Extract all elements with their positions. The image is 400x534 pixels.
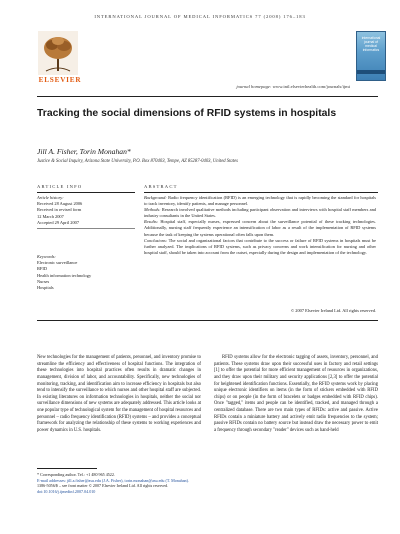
history-received: Received 28 August 2006	[37, 201, 83, 207]
keyword-item: Health information technology	[37, 272, 92, 278]
abstract-copyright: © 2007 Elsevier Ireland Ltd. All rights reserved.	[290, 308, 376, 313]
article-authors: Jill A. Fisher, Torin Monahan*	[37, 147, 131, 156]
footnotes	[37, 472, 277, 494]
body-right-column: RFID systems allow for the electronic tagging of assets, inventory, personnel, and patients. These systems draw upon their successful uses in factory and retail settings [1] to offer the potential for more efficient management of resources in organizations, and they draw upon their military and security applications [2,3] to offer the potential for heightened identification functions. Essentially, the RFID systems work by placing unique electronic identifiers on items (in the form of stickers embedded with RFID chips) or on people (in the form of bracelets or badges embedded with RFID chips). Once "tagged," items and people can be identified, tracked, and managed through a centralized database. There are two main types of RFIDs: active and passive. Active RFIDs contain a miniature battery and actively emit radio frequencies to the system; passive RFIDs contain no battery source but instead draw the necessary power to emit a frequency through secondary "reader" devices such as hand-held	[214, 355, 378, 433]
journal-homepage	[114, 84, 350, 89]
conclusions-text: The social and organizational factors that contribute to the success or failure of RFID systems in hospitals must be further analyzed. The implications of RFID systems, such as privacy concerns and work intensification for nursing and other hospital staff, should be taken into account from the outset, especially during the design and implementation of the technology.	[144, 237, 376, 255]
results-label: Results:	[144, 219, 159, 225]
keyword-item: Electronic surveillance	[37, 260, 78, 266]
keywords-label: Keywords:	[37, 254, 56, 259]
keyword-item: Hospitals	[37, 285, 54, 291]
author-affiliation: Justice & Social Inquiry, Arizona State University, P.O. Box 870403, Tempe, AZ 85287-0403, United States	[37, 159, 238, 164]
history-accepted: Accepted 29 April 2007	[37, 219, 80, 225]
article-history	[37, 195, 137, 226]
abstract-rule	[144, 192, 378, 193]
background-text: Radio frequency identification (RFID) is an emerging technology that is rapidly becoming the standard for hospitals to track inventory, identify patients, and manage personnel.	[144, 195, 377, 207]
publisher-name: ELSEVIER	[38, 76, 82, 84]
abstract-conclusions	[144, 238, 376, 256]
abstract-bottom-rule	[37, 320, 378, 321]
history-revised-date: 12 March 2007	[37, 213, 64, 219]
footnote-corresponding: * Corresponding author. Tel.: +1 480 965 4522.	[37, 472, 115, 477]
keyword-item: Nurses	[37, 278, 50, 284]
article-title: Tracking the social dimensions of RFID systems in hospitals	[37, 108, 337, 119]
history-revised: Received in revised form	[37, 207, 82, 213]
cover-title: international journal of medical informatics	[361, 36, 381, 53]
article-info-heading: ARTICLE INFO	[37, 184, 83, 189]
homepage-prefix: journal homepage:	[236, 84, 272, 89]
methods-label: Methods:	[144, 207, 161, 213]
abstract-heading: ABSTRACT	[144, 184, 178, 189]
abstract-methods	[144, 207, 376, 219]
footnote-issn: 1386-5056/$ – see front matter © 2007 Elsevier Ireland Ltd. All rights reserved.	[37, 483, 169, 489]
footnote-doi[interactable]: doi:10.1016/j.ijmedinf.2007.04.010	[37, 488, 96, 494]
results-text: Hospital staff, especially nurses, expressed concern about the surveillance potential of these tracking technologies. Additionally, nursing staff frequently experience an intensification of labor as a result of the implementation of RFID systems because the task of keeping the systems operational often falls upon them.	[144, 219, 376, 237]
masthead-rule	[37, 96, 378, 97]
keyword-item: RFID	[37, 266, 48, 272]
elsevier-tree-logo	[38, 31, 78, 75]
article-info-rule	[37, 192, 135, 193]
conclusions-label: Conclusions:	[144, 237, 168, 243]
journal-cover-thumbnail	[356, 31, 386, 81]
abstract-background	[144, 195, 376, 207]
abstract-body	[144, 195, 376, 256]
history-label: Article history:	[37, 195, 64, 200]
body-left-column: New technologies for the management of patients, personnel, and inventory promise to streamline the efficiency and effectiveness of hospital functions. The integration of these technologies into hospital practices often results in dramatic changes in management, division of labor, and accountability. Specifically, new technologies of monitoring, tracking, and identification aim to increase efficiency in hospitals but also tend to intensify the surveillance to which nurses and other hospital staff are subjected. In existing literatures on information technologies in hospitals, neither the social nor surveillance dimensions of new systems are adequately addressed. This article looks at one popular type of technological system for the management of hospital resources and personnel – radio frequency identification (RFID) systems – and provides a conceptual framework for analyzing the relationship of these systems to working experiences and power dynamics in U.S. hospitals.	[37, 355, 201, 433]
homepage-url[interactable]: www.intl.elsevierhealth.com/journals/ijmi	[272, 84, 350, 89]
journal-running-header: INTERNATIONAL JOURNAL OF MEDICAL INFORMATICS 77 (2008) 176–183	[94, 14, 306, 19]
methods-text: Research involved qualitative methods including participant observation and interviews with hospital staff members and industry consultants in the United States.	[144, 207, 376, 219]
abstract-results	[144, 219, 376, 237]
footnote-emails[interactable]: E-mail addresses: jill.a.fisher@asu.edu (J.A. Fisher), torin.monahan@asu.edu (T. Monahan).	[37, 477, 189, 483]
cover-strip	[357, 70, 385, 74]
keywords-block	[37, 254, 137, 291]
background-label: Background:	[144, 195, 167, 200]
